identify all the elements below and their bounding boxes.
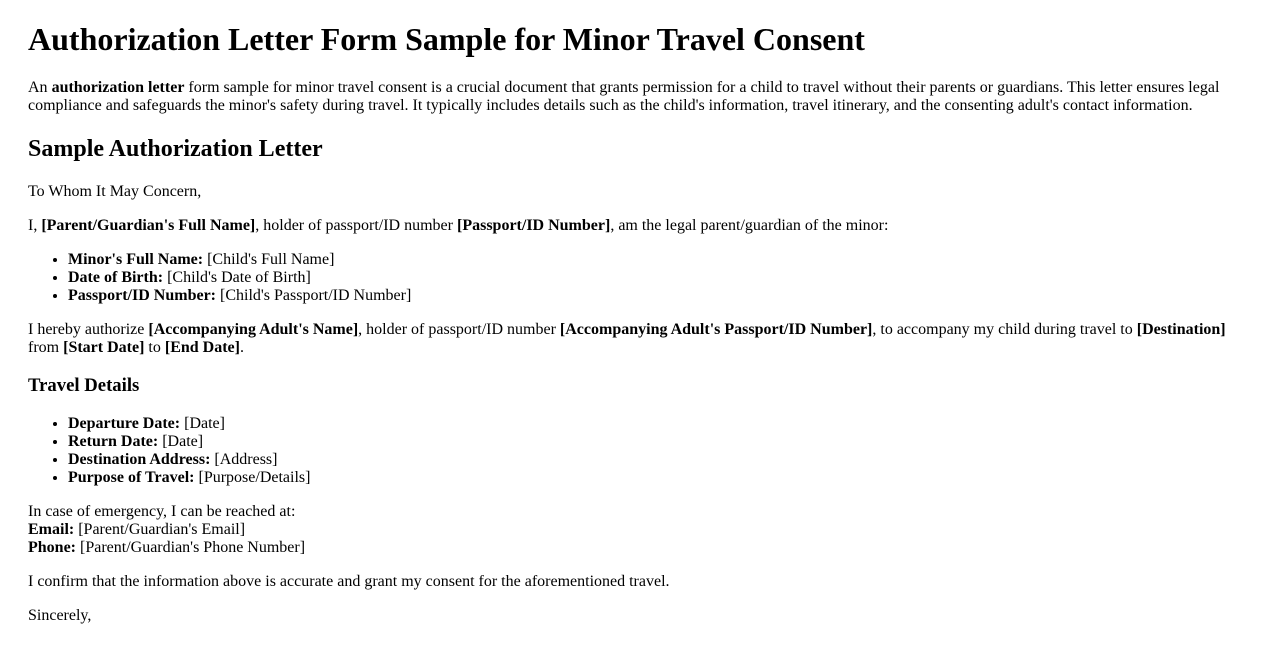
passport-placeholder: [Passport/ID Number]	[456, 217, 611, 234]
item-label: Destination Address:	[68, 451, 211, 468]
item-label: Departure Date:	[68, 415, 181, 432]
phone-label: Phone:	[28, 539, 76, 556]
end-date-placeholder: [End Date]	[164, 339, 240, 356]
text: .	[239, 339, 244, 356]
item-value: [Child's Passport/ID Number]	[216, 287, 412, 304]
start-date-placeholder: [Start Date]	[63, 339, 145, 356]
text: I,	[28, 217, 42, 234]
item-value: [Date]	[180, 415, 225, 432]
authorization-paragraph	[28, 321, 1250, 357]
item-label: Date of Birth:	[68, 269, 164, 286]
text: from	[28, 339, 64, 356]
page-title: Authorization Letter Form Sample for Minor Travel Consent	[28, 21, 865, 57]
item-value: [Child's Full Name]	[203, 251, 335, 268]
sample-heading: Sample Authorization Letter	[28, 136, 323, 162]
text: , holder of passport/ID number	[255, 217, 457, 234]
intro-paragraph	[28, 79, 1250, 115]
adult-name-placeholder: [Accompanying Adult's Name]	[148, 321, 359, 338]
email-value: [Parent/Guardian's Email]	[74, 521, 246, 538]
item-value: [Child's Date of Birth]	[163, 269, 311, 286]
text: I hereby authorize	[28, 321, 149, 338]
item-label: Return Date:	[68, 433, 159, 450]
item-value: [Purpose/Details]	[194, 469, 311, 486]
declaration-paragraph	[28, 217, 1250, 235]
item-value: [Address]	[210, 451, 278, 468]
list-item	[68, 269, 1250, 287]
confirmation: I confirm that the information above is accurate and grant my consent for the aforementioned travel.	[28, 573, 670, 590]
parent-name-placeholder: [Parent/Guardian's Full Name]	[41, 217, 256, 234]
emergency-intro: In case of emergency, I can be reached at:	[28, 503, 296, 520]
phone-value: [Parent/Guardian's Phone Number]	[76, 539, 306, 556]
item-label: Minor's Full Name:	[68, 251, 204, 268]
text: , am the legal parent/guardian of the minor:	[610, 217, 889, 234]
intro-text: An	[28, 79, 52, 96]
adult-passport-placeholder: [Accompanying Adult's Passport/ID Number]	[559, 321, 873, 338]
item-label: Passport/ID Number:	[68, 287, 216, 304]
item-label: Purpose of Travel:	[68, 469, 195, 486]
email-label: Email:	[28, 521, 75, 538]
list-item	[68, 451, 1250, 469]
intro-bold: authorization letter	[51, 79, 185, 96]
list-item	[68, 469, 1250, 487]
list-item	[68, 287, 1250, 305]
salutation: To Whom It May Concern,	[28, 183, 202, 200]
minor-details-list	[28, 251, 1250, 305]
list-item	[68, 415, 1250, 433]
travel-details-heading: Travel Details	[28, 375, 140, 396]
text: , holder of passport/ID number	[358, 321, 560, 338]
intro-text: form sample for minor travel consent is a crucial document that grants permission for a child to travel without their parents or guardians. This letter ensures legal compliance and safeguards the minor's safety during travel. It typically includes details such as the child's information, travel itinerary, and the consenting adult's contact information.	[28, 79, 1220, 114]
emergency-contact	[28, 503, 1250, 557]
text: to	[144, 339, 165, 356]
item-value: [Date]	[158, 433, 204, 450]
travel-details-list	[28, 415, 1250, 487]
text: , to accompany my child during travel to	[872, 321, 1137, 338]
list-item	[68, 433, 1250, 451]
closing: Sincerely,	[28, 607, 92, 624]
destination-placeholder: [Destination]	[1136, 321, 1226, 338]
list-item	[68, 251, 1250, 269]
